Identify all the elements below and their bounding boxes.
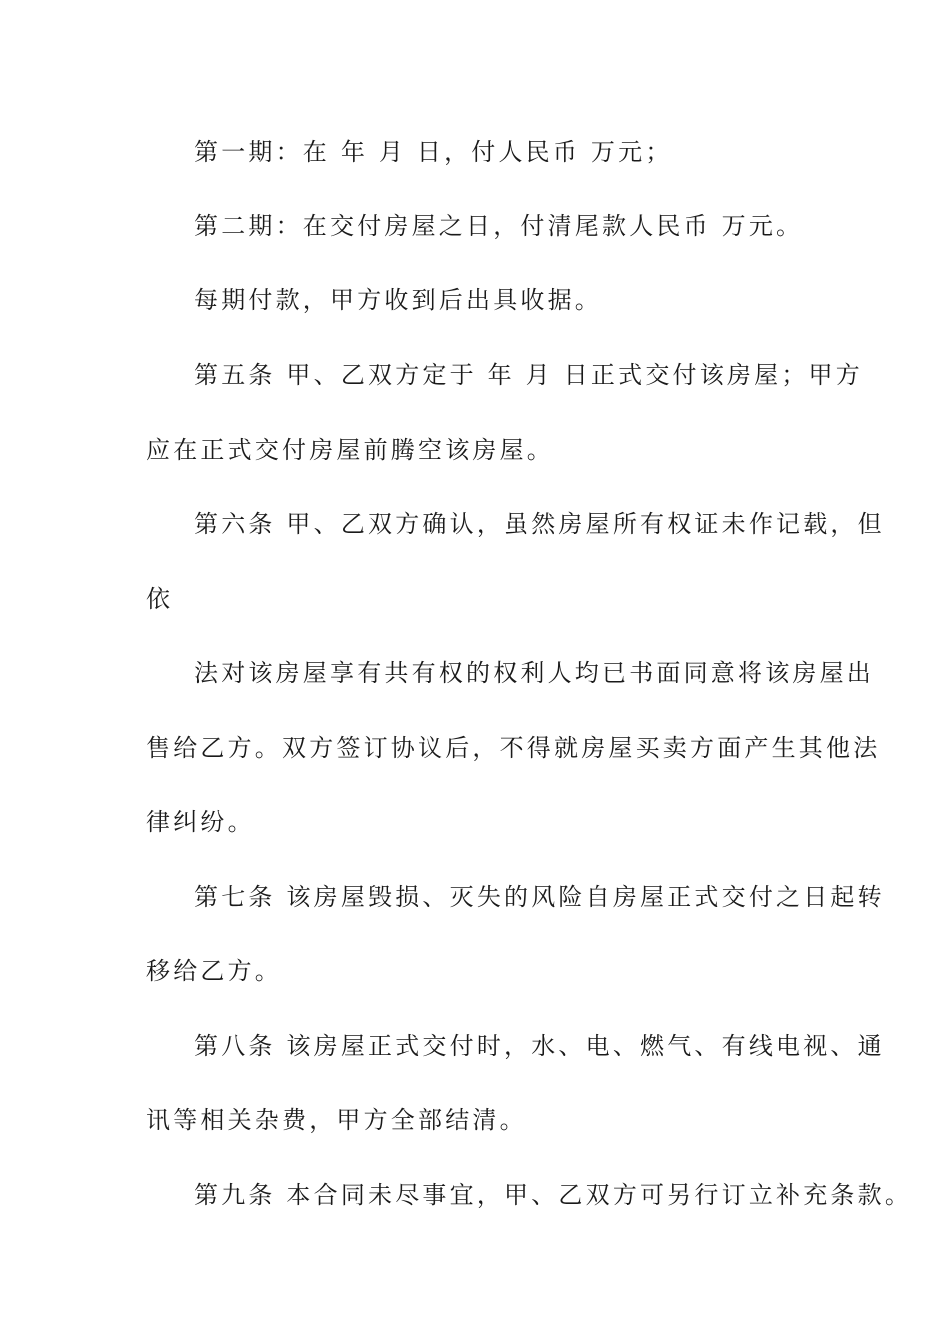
text-line: 第九条 本合同未尽事宜，甲、乙双方可另行订立补充条款。 (194, 1181, 913, 1209)
text-line: 移给乙方。 (146, 957, 282, 985)
text-line: 第二期：在交付房屋之日，付清尾款人民币 万元。 (194, 212, 804, 240)
text-line: 律纠纷。 (146, 808, 255, 836)
text-line: 每期付款，甲方收到后出具收据。 (194, 286, 602, 314)
text-line: 第八条 该房屋正式交付时，水、电、燃气、有线电视、通 (194, 1032, 885, 1060)
text-line: 法对该房屋享有共有权的权利人均已书面同意将该房屋出 (194, 659, 874, 687)
text-line: 依 (146, 585, 174, 613)
text-line: 第一期：在 年 月 日，付人民币 万元； (194, 138, 673, 166)
text-line: 应在正式交付房屋前腾空该房屋。 (146, 436, 554, 464)
text-line: 第五条 甲、乙双方定于 年 月 日正式交付该房屋；甲方 (194, 361, 863, 389)
text-line: 售给乙方。双方签订协议后，不得就房屋买卖方面产生其他法 (146, 734, 881, 762)
text-line: 讯等相关杂费，甲方全部结清。 (146, 1106, 527, 1134)
text-line: 第七条 该房屋毁损、灭失的风险自房屋正式交付之日起转 (194, 883, 885, 911)
text-line: 第六条 甲、乙双方确认，虽然房屋所有权证未作记载，但 (194, 510, 885, 538)
